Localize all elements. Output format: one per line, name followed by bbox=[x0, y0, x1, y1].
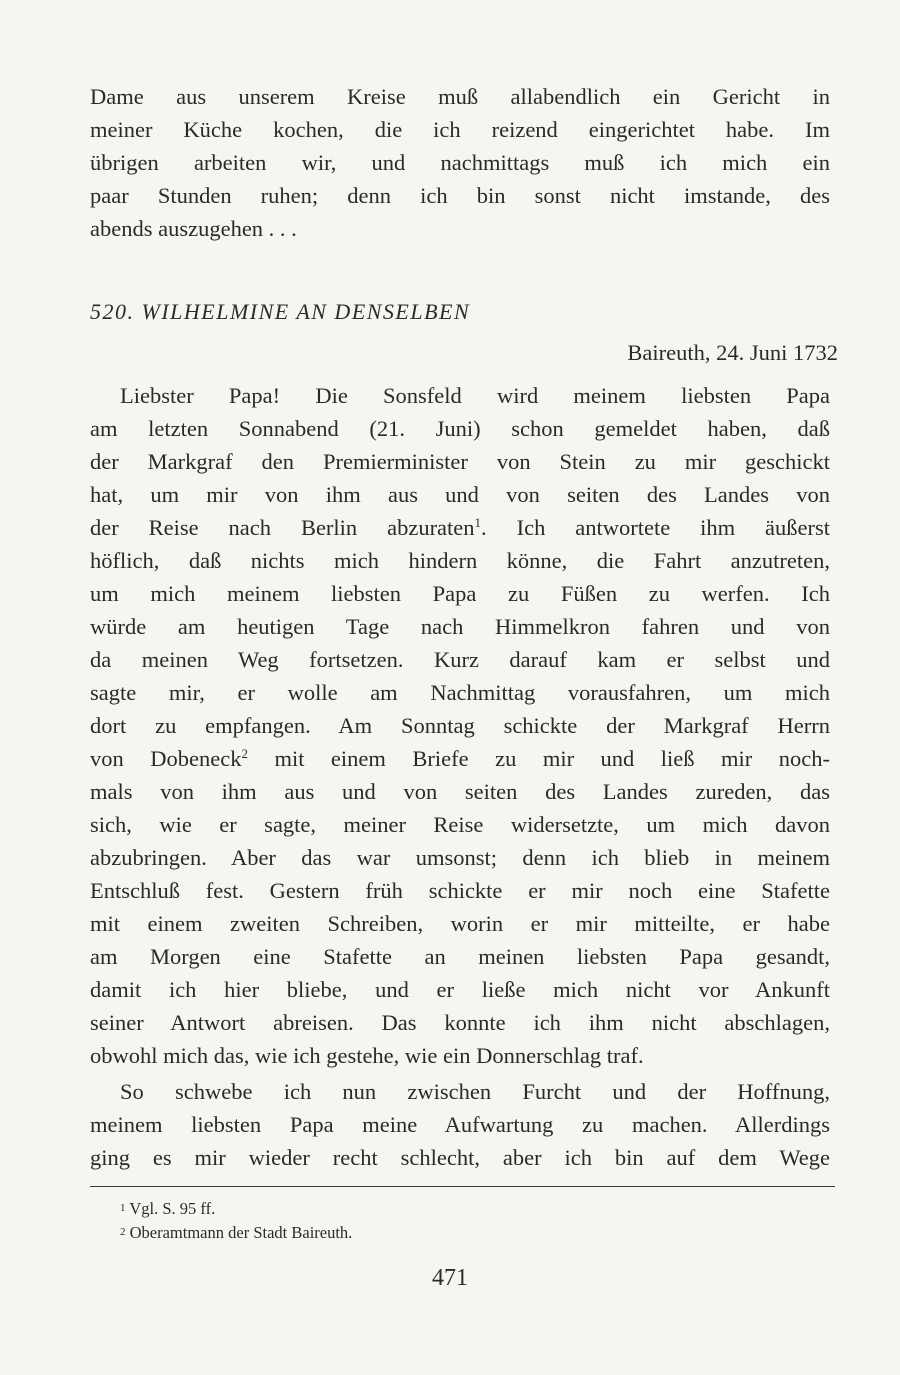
text-line: würde am heutigen Tage nach Himmelkron fahren und von bbox=[90, 614, 830, 639]
letter-dateline: Baireuth, 24. Juni 1732 bbox=[627, 340, 838, 365]
text-line: sagte mir, er wolle am Nachmittag vorausfahren, um mich bbox=[90, 680, 830, 705]
text-line: Liebster Papa! Die Sonsfeld wird meinem liebsten Papa bbox=[120, 383, 830, 408]
text-line: abends auszugehen . . . bbox=[90, 216, 297, 241]
text-line: sich, wie er sagte, meiner Reise widersetzte, um mich davon bbox=[90, 812, 830, 837]
text-line: meinem liebsten Papa meine Aufwartung zu machen. Allerdings bbox=[90, 1112, 830, 1137]
text-line: um mich meinem liebsten Papa zu Füßen zu werfen. Ich bbox=[90, 581, 830, 606]
text-line bbox=[90, 511, 830, 544]
text-line: seiner Antwort abreisen. Das konnte ich ihm nicht abschlagen, bbox=[90, 1010, 830, 1035]
text-line: hat, um mir von ihm aus und von seiten des Landes von bbox=[90, 482, 830, 507]
text-line: paar Stunden ruhen; denn ich bin sonst nicht imstande, des bbox=[90, 183, 830, 208]
footnote-text: Oberamtmann der Stadt Baireuth. bbox=[129, 1223, 353, 1242]
text-line: mals von ihm aus und von seiten des Landes zureden, das bbox=[90, 779, 830, 804]
text-line: obwohl mich das, wie ich gestehe, wie ein Donnerschlag traf. bbox=[90, 1043, 644, 1068]
text-line: höflich, daß nichts mich hindern könne, die Fahrt anzutreten, bbox=[90, 548, 830, 573]
page-number: 471 bbox=[432, 1265, 468, 1291]
footnote-mark: 1 bbox=[120, 1202, 126, 1214]
footnote-ref-1[interactable]: 1 bbox=[474, 515, 482, 530]
text-line: am letzten Sonnabend (21. Juni) schon gemeldet haben, daß bbox=[90, 416, 830, 441]
footnote-mark: 2 bbox=[120, 1226, 126, 1238]
text-segment: mit einem Briefe zu mir und ließ mir noch- bbox=[247, 746, 830, 771]
text-line: Entschluß fest. Gestern früh schickte er mir noch eine Stafette bbox=[90, 878, 830, 903]
text-line bbox=[90, 742, 830, 775]
text-line: mit einem zweiten Schreiben, worin er mir mitteilte, er habe bbox=[90, 911, 830, 936]
text-segment: . Ich antwortete ihm äußerst bbox=[481, 515, 830, 540]
text-line: da meinen Weg fortsetzen. Kurz darauf kam er selbst und bbox=[90, 647, 830, 672]
footnote-text: Vgl. S. 95 ff. bbox=[129, 1199, 216, 1218]
text-line: So schwebe ich nun zwischen Furcht und der Hoffnung, bbox=[120, 1079, 830, 1104]
text-line: dort zu empfangen. Am Sonntag schickte der Markgraf Herrn bbox=[90, 713, 830, 738]
footnote-ref-2[interactable]: 2 bbox=[241, 746, 248, 761]
text-line: damit ich hier bliebe, und er ließe mich nicht vor Ankunft bbox=[90, 977, 830, 1002]
footnote-divider bbox=[90, 1186, 835, 1187]
text-line: übrigen arbeiten wir, und nachmittags muß ich mich ein bbox=[90, 150, 830, 175]
footnote-1 bbox=[120, 1198, 215, 1220]
footnote-2 bbox=[120, 1222, 352, 1244]
text-segment: von Dobeneck bbox=[90, 746, 242, 771]
text-line: Dame aus unserem Kreise muß allabendlich ein Gericht in bbox=[90, 84, 830, 109]
text-segment: der Reise nach Berlin abzuraten bbox=[90, 515, 475, 540]
text-line: meiner Küche kochen, die ich reizend eingerichtet habe. Im bbox=[90, 117, 830, 142]
text-line: abzubringen. Aber das war umsonst; denn ich blieb in meinem bbox=[90, 845, 830, 870]
text-line: am Morgen eine Stafette an meinen liebsten Papa gesandt, bbox=[90, 944, 830, 969]
text-line: der Markgraf den Premierminister von Stein zu mir geschickt bbox=[90, 449, 830, 474]
text-line: ging es mir wieder recht schlecht, aber ich bin auf dem Wege bbox=[90, 1145, 830, 1170]
letter-heading: 520. WILHELMINE AN DENSELBEN bbox=[90, 299, 471, 324]
